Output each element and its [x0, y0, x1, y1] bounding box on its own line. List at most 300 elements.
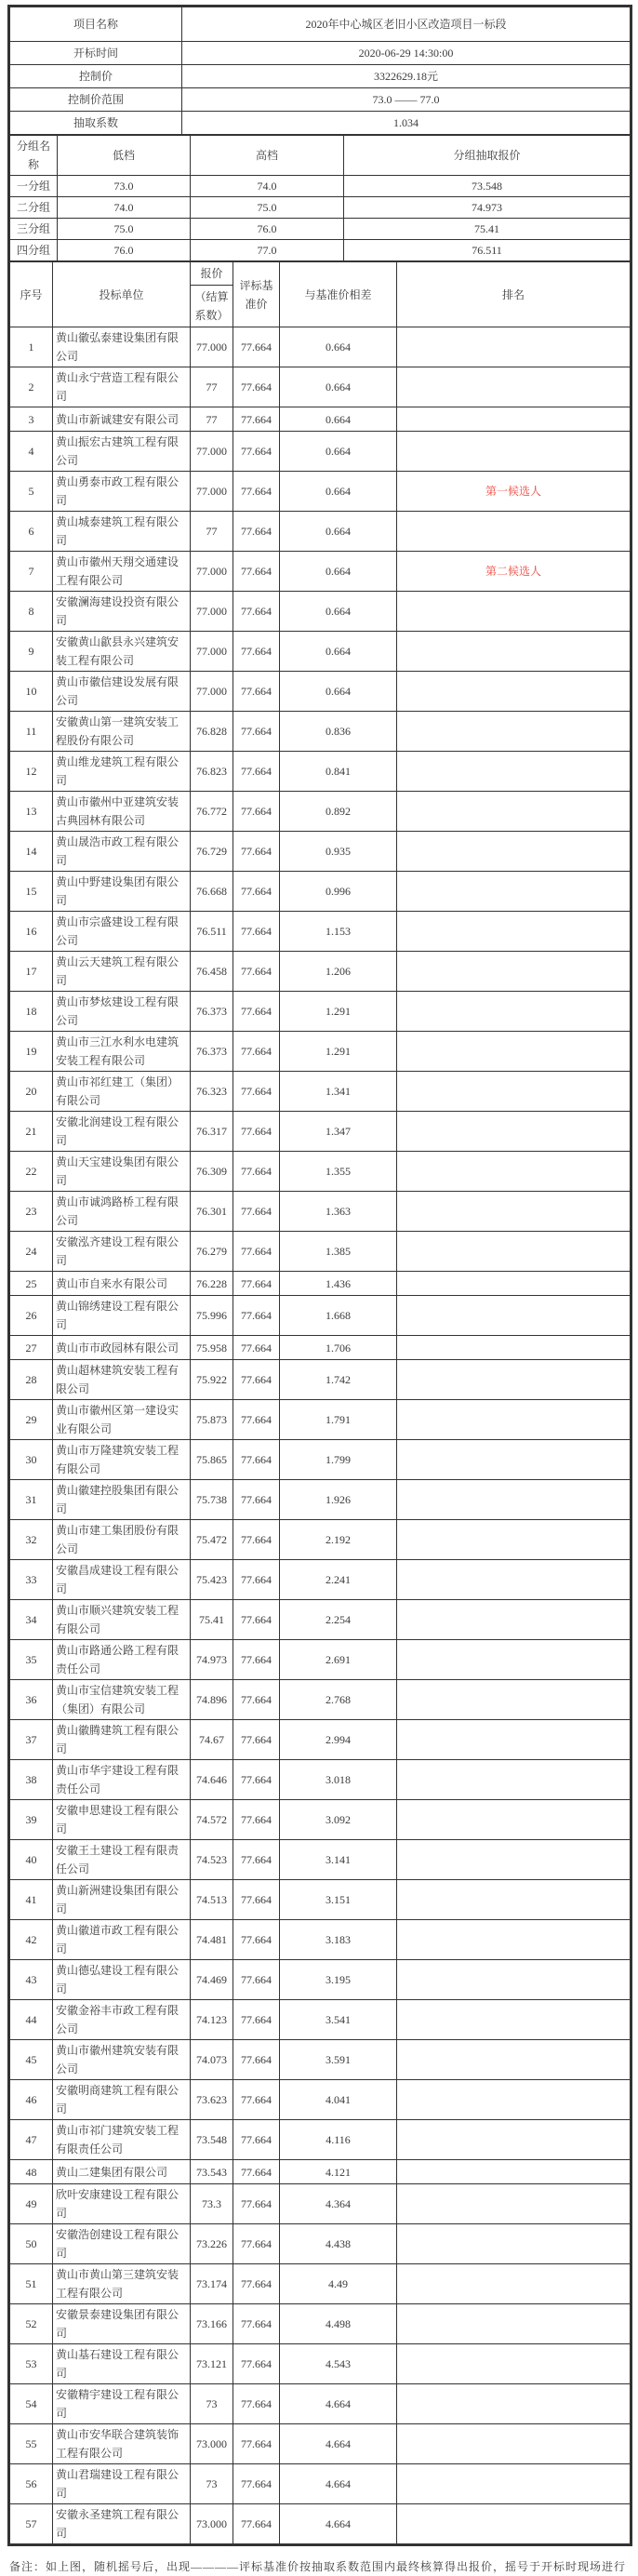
base-cell: 77.664 [233, 472, 280, 512]
bid-cell: 75.472 [191, 1520, 233, 1560]
bid-cell: 74.973 [191, 1640, 233, 1680]
diff-cell: 1.291 [280, 1032, 397, 1072]
unit-cell: 黄山徽弘泰建设集团有限公司 [53, 327, 191, 367]
rank-cell [397, 2120, 631, 2160]
diff-cell: 0.664 [280, 432, 397, 472]
unit-cell: 欣叶安康建设工程有限公司 [53, 2184, 191, 2224]
base-cell: 77.664 [233, 672, 280, 712]
rank-cell [397, 912, 631, 952]
diff-cell: 0.841 [280, 752, 397, 792]
diff-cell: 4.49 [280, 2264, 397, 2304]
bid-row [10, 2304, 631, 2344]
header-rank: 排名 [397, 262, 631, 327]
header-bid [191, 262, 233, 327]
seq-cell: 10 [10, 672, 53, 712]
bid-row [10, 1072, 631, 1112]
bid-row [10, 752, 631, 792]
bid-cell: 77.000 [191, 672, 233, 712]
seq-cell: 54 [10, 2384, 53, 2424]
base-cell: 77.664 [233, 752, 280, 792]
header-unit: 投标单位 [53, 262, 191, 327]
diff-cell: 3.183 [280, 1920, 397, 1960]
group-header-cell: 高档 [191, 136, 344, 176]
info-value: 73.0 —— 77.0 [182, 88, 631, 112]
rank-cell [397, 1840, 631, 1880]
unit-cell: 黄山永宁营造工程有限公司 [53, 367, 191, 407]
base-cell: 77.664 [233, 1640, 280, 1680]
diff-cell: 1.291 [280, 992, 397, 1032]
bid-row [10, 2464, 631, 2504]
rank-cell [397, 872, 631, 912]
unit-cell: 黄山君瑞建设工程有限公司 [53, 2464, 191, 2504]
bid-row [10, 512, 631, 552]
diff-cell: 3.092 [280, 1800, 397, 1840]
bid-cell: 75.865 [191, 1440, 233, 1480]
rank-cell [397, 2464, 631, 2504]
rank-cell [397, 2224, 631, 2264]
group-cell: 四分组 [10, 240, 58, 261]
info-row [10, 88, 631, 112]
rank-cell [397, 1440, 631, 1480]
bid-cell: 77.000 [191, 432, 233, 472]
seq-cell: 36 [10, 1680, 53, 1720]
rank-cell [397, 1360, 631, 1400]
diff-cell: 4.664 [280, 2424, 397, 2464]
base-cell: 77.664 [233, 2504, 280, 2544]
seq-cell: 42 [10, 1920, 53, 1960]
unit-cell: 黄山市宗盛建设工程有限公司 [53, 912, 191, 952]
bid-cell: 74.523 [191, 1840, 233, 1880]
bid-cell: 76.772 [191, 792, 233, 832]
seq-cell: 9 [10, 632, 53, 672]
bid-cell: 75.958 [191, 1336, 233, 1360]
unit-cell: 安徽北润建设工程有限公司 [53, 1112, 191, 1152]
unit-cell: 安徽泓齐建设工程有限公司 [53, 1232, 191, 1272]
unit-cell: 黄山市华宇建设工程有限责任公司 [53, 1760, 191, 1800]
bid-row [10, 592, 631, 632]
seq-cell: 51 [10, 2264, 53, 2304]
rank-cell [397, 2344, 631, 2384]
base-cell: 77.664 [233, 2080, 280, 2120]
project-info-rows [10, 7, 631, 135]
group-row [10, 176, 631, 197]
header-base-price: 评标基准价 [233, 262, 280, 327]
info-row [10, 42, 631, 65]
seq-cell: 40 [10, 1840, 53, 1880]
base-cell: 77.664 [233, 1880, 280, 1920]
base-cell: 77.664 [233, 1440, 280, 1480]
diff-cell: 0.664 [280, 327, 397, 367]
rank-cell [397, 2424, 631, 2464]
diff-cell: 4.664 [280, 2504, 397, 2544]
bid-row [10, 1032, 631, 1072]
bid-row [10, 1800, 631, 1840]
rank-cell [397, 1152, 631, 1192]
bid-row [10, 992, 631, 1032]
base-cell: 77.664 [233, 2184, 280, 2224]
rank-cell [397, 1296, 631, 1336]
rank-cell [397, 1192, 631, 1232]
rank-cell [397, 632, 631, 672]
bid-row [10, 632, 631, 672]
group-cell: 三分组 [10, 219, 58, 240]
seq-cell: 35 [10, 1640, 53, 1680]
unit-cell: 黄山中野建设集团有限公司 [53, 872, 191, 912]
group-row [10, 197, 631, 219]
bid-cell: 74.572 [191, 1800, 233, 1840]
unit-cell: 黄山市徽州建筑安装有限公司 [53, 2040, 191, 2080]
info-value: 1.034 [182, 112, 631, 135]
header-diff: 与基准价相差 [280, 262, 397, 327]
unit-cell: 黄山市徽州中亚建筑安装古典园林有限公司 [53, 792, 191, 832]
base-cell: 77.664 [233, 367, 280, 407]
group-quote-rows [10, 136, 631, 261]
bid-cell: 74.513 [191, 1880, 233, 1920]
group-header-cell: 低档 [58, 136, 191, 176]
bid-cell: 73 [191, 2384, 233, 2424]
diff-cell: 3.018 [280, 1760, 397, 1800]
bid-row [10, 2384, 631, 2424]
rank-cell [397, 1640, 631, 1680]
bid-row [10, 1600, 631, 1640]
seq-cell: 21 [10, 1112, 53, 1152]
rank-cell [397, 2184, 631, 2224]
seq-cell: 34 [10, 1600, 53, 1640]
rank-cell [397, 432, 631, 472]
unit-cell: 黄山超林建筑安装工程有限公司 [53, 1360, 191, 1400]
bid-cell: 76.458 [191, 952, 233, 992]
seq-cell: 46 [10, 2080, 53, 2120]
unit-cell: 黄山市路通公路工程有限责任公司 [53, 1640, 191, 1680]
diff-cell: 1.668 [280, 1296, 397, 1336]
rank-cell [397, 1880, 631, 1920]
bid-cell: 75.738 [191, 1480, 233, 1520]
diff-cell: 2.192 [280, 1520, 397, 1560]
rank-cell [397, 1072, 631, 1112]
bid-cell: 74.481 [191, 1920, 233, 1960]
info-label: 控制价 [10, 65, 182, 88]
base-cell: 77.664 [233, 1800, 280, 1840]
rank-cell [397, 407, 631, 432]
header-bid-top: 报价 [191, 262, 233, 286]
bid-cell: 74.896 [191, 1680, 233, 1720]
bid-cell: 74.469 [191, 1960, 233, 2000]
seq-cell: 45 [10, 2040, 53, 2080]
unit-cell: 黄山市自来水有限公司 [53, 1272, 191, 1296]
bid-row [10, 1760, 631, 1800]
bid-row [10, 2184, 631, 2224]
group-cell: 73.548 [344, 176, 631, 197]
unit-cell: 黄山市建工集团股份有限公司 [53, 1520, 191, 1560]
document-frame [7, 5, 632, 2546]
rank-cell [397, 1560, 631, 1600]
rank-cell [397, 1520, 631, 1560]
bid-cell: 77.000 [191, 632, 233, 672]
bid-cell: 73.226 [191, 2224, 233, 2264]
bid-row [10, 1840, 631, 1880]
seq-cell: 57 [10, 2504, 53, 2544]
base-cell: 77.664 [233, 872, 280, 912]
rank-cell [397, 1760, 631, 1800]
rank-cell [397, 2384, 631, 2424]
unit-cell: 黄山二建集团有限公司 [53, 2160, 191, 2184]
base-cell: 77.664 [233, 2224, 280, 2264]
seq-cell: 16 [10, 912, 53, 952]
diff-cell: 0.996 [280, 872, 397, 912]
info-row [10, 7, 631, 42]
base-cell: 77.664 [233, 2344, 280, 2384]
group-cell: 74.973 [344, 197, 631, 219]
bid-cell: 77.000 [191, 327, 233, 367]
unit-cell: 安徽永圣建筑工程有限公司 [53, 2504, 191, 2544]
bid-row [10, 2344, 631, 2384]
header-bid-bottom: （结算系数） [194, 290, 229, 322]
bid-cell: 77 [191, 512, 233, 552]
rank-cell [397, 1600, 631, 1640]
unit-cell: 黄山市黄山第三建筑安装工程有限公司 [53, 2264, 191, 2304]
unit-cell: 黄山市祁门建筑安装工程有限责任公司 [53, 2120, 191, 2160]
diff-cell: 0.664 [280, 592, 397, 632]
bid-row [10, 1880, 631, 1920]
bid-row [10, 2000, 631, 2040]
unit-cell: 黄山德弘建设工程有限公司 [53, 1960, 191, 2000]
seq-cell: 5 [10, 472, 53, 512]
rank-cell [397, 672, 631, 712]
bid-cell: 76.823 [191, 752, 233, 792]
bid-cell: 73 [191, 2464, 233, 2504]
bid-cell: 75.41 [191, 1600, 233, 1640]
base-cell: 77.664 [233, 792, 280, 832]
seq-cell: 37 [10, 1720, 53, 1760]
rank-cell [397, 1720, 631, 1760]
seq-cell: 44 [10, 2000, 53, 2040]
seq-cell: 7 [10, 552, 53, 592]
base-cell: 77.664 [233, 1032, 280, 1072]
group-cell: 二分组 [10, 197, 58, 219]
bid-cell: 73.623 [191, 2080, 233, 2120]
diff-cell: 1.799 [280, 1440, 397, 1480]
diff-cell: 3.151 [280, 1880, 397, 1920]
bid-row [10, 712, 631, 752]
seq-cell: 50 [10, 2224, 53, 2264]
group-cell: 77.0 [191, 240, 344, 261]
unit-cell: 黄山勇泰市政工程有限公司 [53, 472, 191, 512]
seq-cell: 38 [10, 1760, 53, 1800]
diff-cell: 2.241 [280, 1560, 397, 1600]
seq-cell: 13 [10, 792, 53, 832]
header-seq: 序号 [10, 262, 53, 327]
base-cell: 77.664 [233, 2120, 280, 2160]
unit-cell: 安徽昌成建设工程有限公司 [53, 1560, 191, 1600]
seq-cell: 53 [10, 2344, 53, 2384]
seq-cell: 8 [10, 592, 53, 632]
bid-cell: 74.646 [191, 1760, 233, 1800]
bid-cell: 76.309 [191, 1152, 233, 1192]
info-label: 开标时间 [10, 42, 182, 65]
rank-cell [397, 2080, 631, 2120]
group-cell: 76.0 [191, 219, 344, 240]
diff-cell: 0.664 [280, 672, 397, 712]
diff-cell: 4.498 [280, 2304, 397, 2344]
bid-row [10, 1720, 631, 1760]
diff-cell: 3.591 [280, 2040, 397, 2080]
unit-cell: 黄山锦绣建设工程有限公司 [53, 1296, 191, 1336]
seq-cell: 47 [10, 2120, 53, 2160]
bid-cell: 76.511 [191, 912, 233, 952]
base-cell: 77.664 [233, 1840, 280, 1880]
rank-cell [397, 367, 631, 407]
seq-cell: 48 [10, 2160, 53, 2184]
bid-row [10, 367, 631, 407]
unit-cell: 黄山云天建筑工程有限公司 [53, 952, 191, 992]
bid-cell: 77.000 [191, 472, 233, 512]
project-info-table [9, 7, 631, 135]
unit-cell: 黄山振宏古建筑工程有限公司 [53, 432, 191, 472]
bid-row [10, 2080, 631, 2120]
seq-cell: 12 [10, 752, 53, 792]
unit-cell: 黄山基石建设工程有限公司 [53, 2344, 191, 2384]
base-cell: 77.664 [233, 592, 280, 632]
unit-cell: 安徽金裕丰市政工程有限公司 [53, 2000, 191, 2040]
base-cell: 77.664 [233, 1360, 280, 1400]
base-cell: 77.664 [233, 1112, 280, 1152]
info-label: 抽取系数 [10, 112, 182, 135]
diff-cell: 1.363 [280, 1192, 397, 1232]
diff-cell: 1.742 [280, 1360, 397, 1400]
rank-cell [397, 792, 631, 832]
base-cell: 77.664 [233, 1600, 280, 1640]
bid-cell: 74.123 [191, 2000, 233, 2040]
base-cell: 77.664 [233, 912, 280, 952]
bid-row [10, 2120, 631, 2160]
unit-cell: 安徽明商建筑工程有限公司 [53, 2080, 191, 2120]
bid-cell: 76.317 [191, 1112, 233, 1152]
seq-cell: 11 [10, 712, 53, 752]
base-cell: 77.664 [233, 1960, 280, 2000]
seq-cell: 43 [10, 1960, 53, 2000]
bid-cell: 76.279 [191, 1232, 233, 1272]
bid-row [10, 432, 631, 472]
group-cell: 一分组 [10, 176, 58, 197]
group-cell: 76.0 [58, 240, 191, 261]
group-cell: 73.0 [58, 176, 191, 197]
info-label: 项目名称 [10, 7, 182, 42]
bid-cell: 73.121 [191, 2344, 233, 2384]
base-cell: 77.664 [233, 2384, 280, 2424]
unit-cell: 黄山市徽州天翔交通建设工程有限公司 [53, 552, 191, 592]
unit-cell: 安徽黄山歙县永兴建筑安装工程有限公司 [53, 632, 191, 672]
base-cell: 77.664 [233, 327, 280, 367]
seq-cell: 26 [10, 1296, 53, 1336]
bid-cell: 73.543 [191, 2160, 233, 2184]
bid-cell: 73.000 [191, 2504, 233, 2544]
unit-cell: 黄山市安华联合建筑装饰工程有限公司 [53, 2424, 191, 2464]
seq-cell: 2 [10, 367, 53, 407]
seq-cell: 22 [10, 1152, 53, 1192]
base-cell: 77.664 [233, 2160, 280, 2184]
base-cell: 77.664 [233, 632, 280, 672]
bid-cell: 77 [191, 407, 233, 432]
rank-cell [397, 752, 631, 792]
base-cell: 77.664 [233, 832, 280, 872]
diff-cell: 0.664 [280, 552, 397, 592]
unit-cell: 安徽申思建设工程有限公司 [53, 1800, 191, 1840]
group-cell: 74.0 [191, 176, 344, 197]
bid-header-row [10, 262, 631, 327]
rank-cell [397, 1920, 631, 1960]
unit-cell: 黄山城泰建筑工程有限公司 [53, 512, 191, 552]
unit-cell: 黄山市诚鸿路桥工程有限公司 [53, 1192, 191, 1232]
base-cell: 77.664 [233, 952, 280, 992]
seq-cell: 39 [10, 1800, 53, 1840]
base-cell: 77.664 [233, 1232, 280, 1272]
rank-cell [397, 1336, 631, 1360]
seq-cell: 49 [10, 2184, 53, 2224]
seq-cell: 41 [10, 1880, 53, 1920]
unit-cell: 安徽浩创建设工程有限公司 [53, 2224, 191, 2264]
bid-cell: 76.828 [191, 712, 233, 752]
bid-row [10, 1152, 631, 1192]
bid-cell: 75.922 [191, 1360, 233, 1400]
unit-cell: 黄山徽道市政工程有限公司 [53, 1920, 191, 1960]
seq-cell: 20 [10, 1072, 53, 1112]
bid-row [10, 327, 631, 367]
seq-cell: 15 [10, 872, 53, 912]
seq-cell: 1 [10, 327, 53, 367]
bid-cell: 76.228 [191, 1272, 233, 1296]
base-cell: 77.664 [233, 407, 280, 432]
diff-cell: 1.436 [280, 1272, 397, 1296]
diff-cell: 0.935 [280, 832, 397, 872]
base-cell: 77.664 [233, 1272, 280, 1296]
bid-row [10, 2424, 631, 2464]
base-cell: 77.664 [233, 1480, 280, 1520]
unit-cell: 黄山市梦炫建设工程有限公司 [53, 992, 191, 1032]
bid-cell: 74.67 [191, 1720, 233, 1760]
base-cell: 77.664 [233, 2040, 280, 2080]
base-cell: 77.664 [233, 432, 280, 472]
bid-row [10, 472, 631, 512]
rank-cell [397, 1112, 631, 1152]
rank-cell [397, 712, 631, 752]
diff-cell: 1.206 [280, 952, 397, 992]
base-cell: 77.664 [233, 712, 280, 752]
bid-row [10, 2040, 631, 2080]
info-value: 3322629.18元 [182, 65, 631, 88]
base-cell: 77.664 [233, 1760, 280, 1800]
bid-ranking-table [9, 261, 631, 2544]
diff-cell: 2.691 [280, 1640, 397, 1680]
base-cell: 77.664 [233, 2424, 280, 2464]
bid-row [10, 407, 631, 432]
bid-row [10, 872, 631, 912]
bid-cell: 75.996 [191, 1296, 233, 1336]
unit-cell: 安徽精宇建设工程有限公司 [53, 2384, 191, 2424]
bid-cell: 73.174 [191, 2264, 233, 2304]
unit-cell: 黄山徽腾建筑工程有限公司 [53, 1720, 191, 1760]
diff-cell: 1.341 [280, 1072, 397, 1112]
diff-cell: 4.664 [280, 2384, 397, 2424]
bid-cell: 76.323 [191, 1072, 233, 1112]
bid-row [10, 1192, 631, 1232]
unit-cell: 安徽景泰建设集团有限公司 [53, 2304, 191, 2344]
seq-cell: 30 [10, 1440, 53, 1480]
diff-cell: 3.541 [280, 2000, 397, 2040]
diff-cell: 0.664 [280, 632, 397, 672]
bid-cell: 76.373 [191, 1032, 233, 1072]
bid-row [10, 1232, 631, 1272]
info-label: 控制价范围 [10, 88, 182, 112]
